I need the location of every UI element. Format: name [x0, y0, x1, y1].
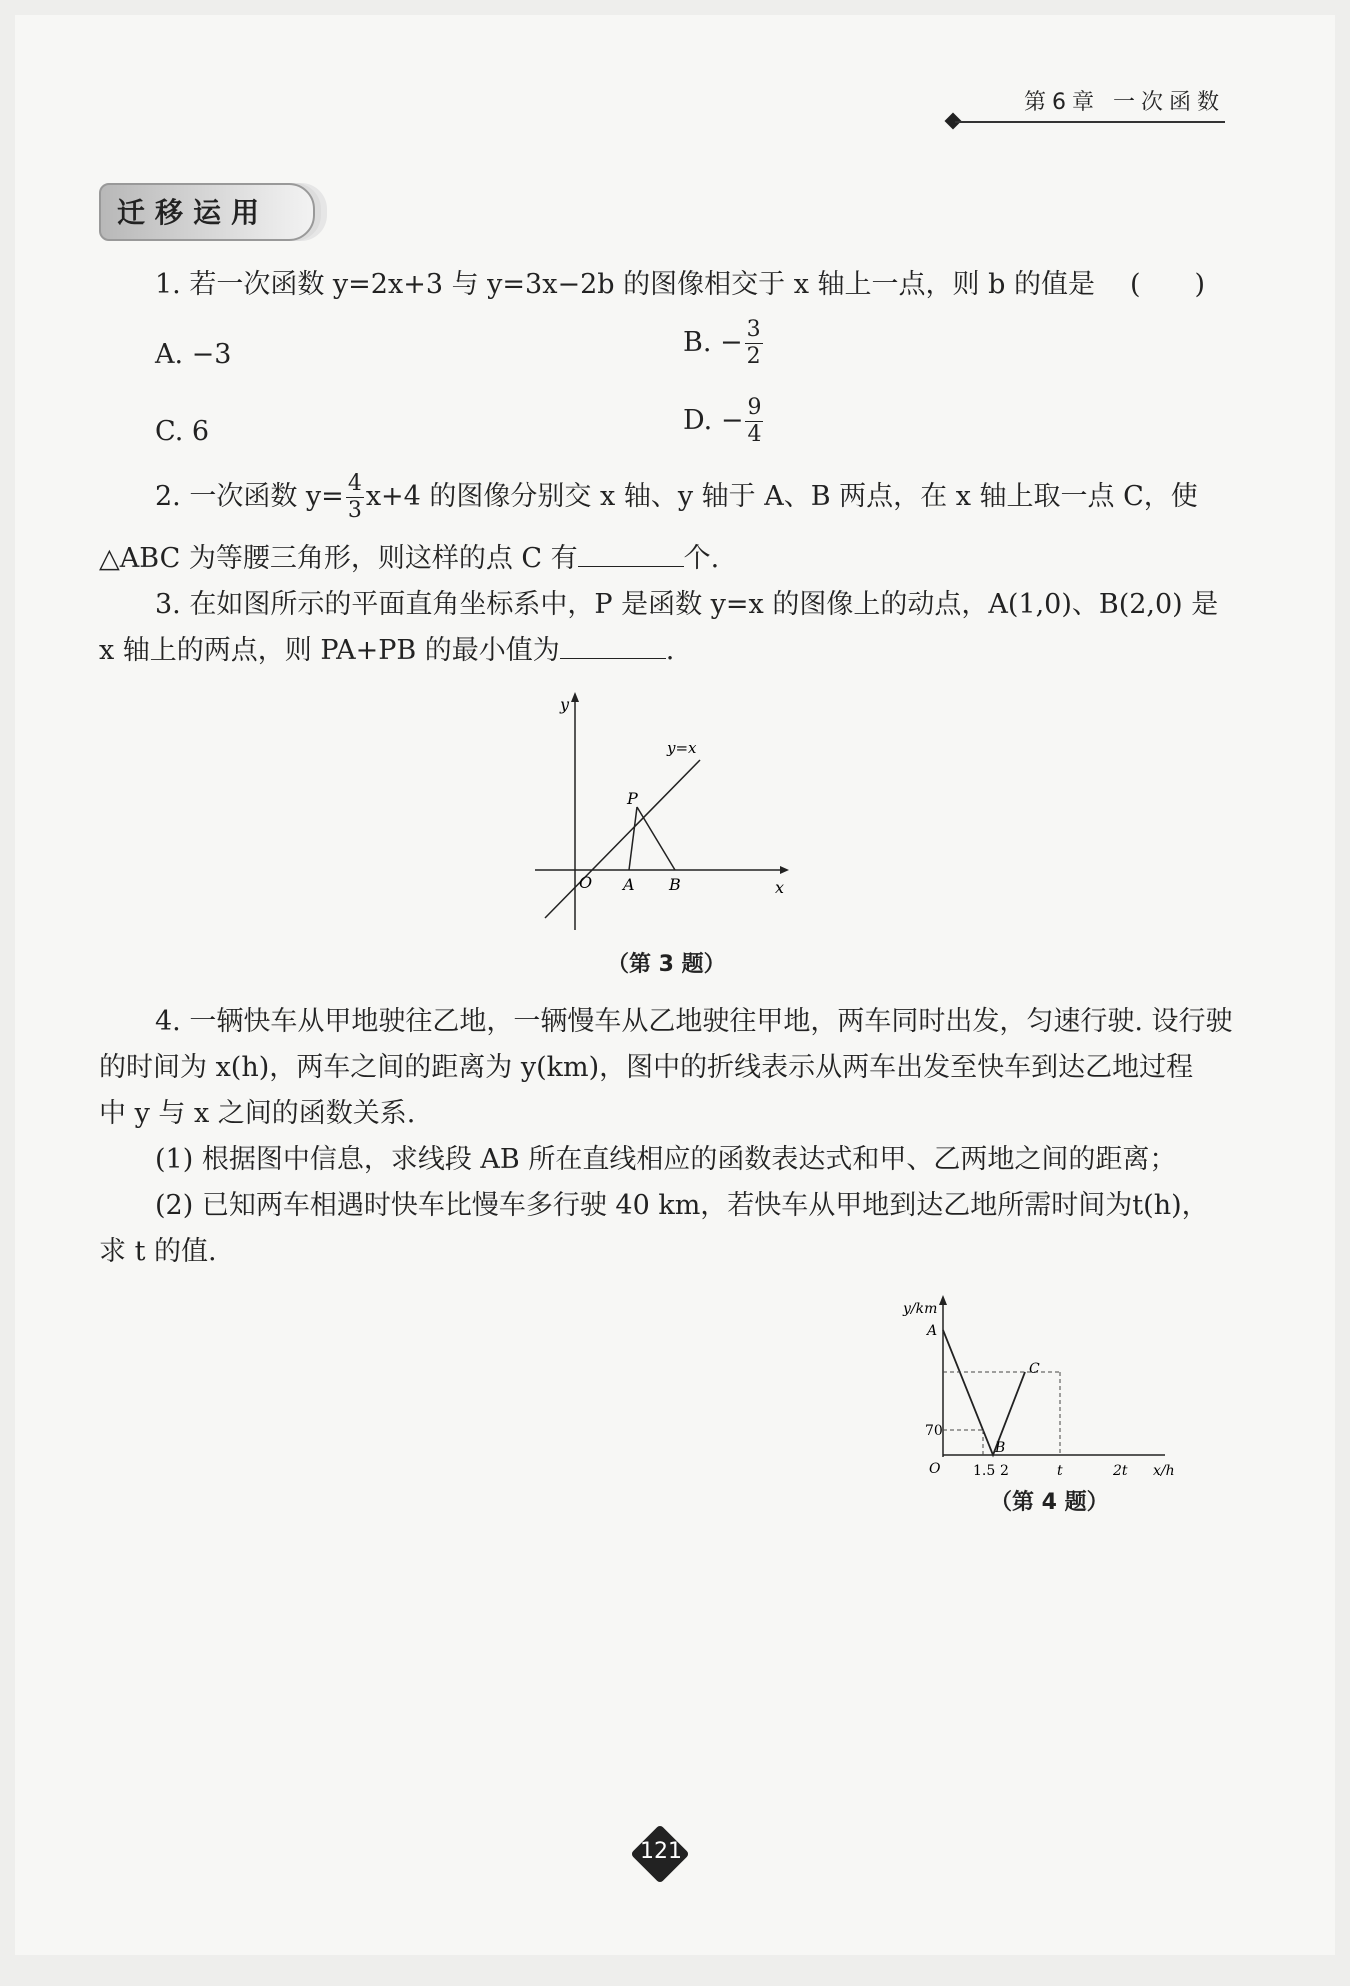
- q2-answer-blank: [578, 540, 684, 567]
- q3-line2-text: x 轴上的两点，则 PA+PB 的最小值为: [99, 635, 560, 666]
- q3-origin-label: O: [579, 873, 593, 892]
- q4-figure: [885, 1285, 1205, 1480]
- page-number-badge: [631, 1825, 691, 1885]
- header-rule: [955, 121, 1225, 123]
- q3-answer-blank: [560, 632, 666, 659]
- q4-tick-t: t: [1057, 1463, 1063, 1479]
- q4-point-c: C: [1029, 1361, 1040, 1377]
- q1-option-d-label: D. −: [683, 405, 744, 436]
- q1-option-a: A. −3: [155, 339, 232, 370]
- section-tag: [99, 183, 315, 241]
- q4-origin-label: O: [929, 1461, 941, 1477]
- q2-line2-text: △ABC 为等腰三角形，则这样的点 C 有: [99, 543, 578, 574]
- q3-segment-pb: [637, 807, 675, 870]
- q1-stem: 1. 若一次函数 y=2x+3 与 y=3x−2b 的图像相交于 x 轴上一点，则 b 的值是: [155, 269, 1095, 300]
- q3-figure: [535, 680, 795, 940]
- q4-point-a: A: [927, 1323, 938, 1339]
- textbook-page: [15, 15, 1335, 1955]
- q3-segment-pa: [629, 807, 637, 870]
- q4-tick-1-5: 1.5: [973, 1463, 996, 1479]
- q1-option-b-label: B. −: [683, 327, 743, 358]
- q1-option-d: [683, 395, 765, 448]
- q3-line1: 3. 在如图所示的平面直角坐标系中，P 是函数 y=x 的图像上的动点，A(1,0)、B(2,0) 是: [155, 589, 1219, 620]
- q3-y-label: y: [560, 695, 570, 714]
- q4-line2: 的时间为 x(h)，两车之间的距离为 y(km)，图中的折线表示从两车出发至快车到达乙地过程: [99, 1052, 1194, 1083]
- chapter-title: 第6章 一次函数: [1024, 90, 1225, 115]
- q4-part2: (2) 已知两车相遇时快车比慢车多行驶 40 km，若快车从甲地到达乙地所需时间为t(h)，: [155, 1190, 1209, 1221]
- q4-point-b: B: [995, 1440, 1006, 1456]
- q4-x-label: x/h: [1153, 1463, 1175, 1479]
- q3-point-a: A: [623, 875, 635, 894]
- q3-point-b: B: [669, 875, 681, 894]
- q4-y-arrow-icon: [939, 1295, 947, 1305]
- q1-option-b-fraction: [745, 317, 763, 370]
- q2-line1: [155, 471, 1198, 524]
- q3-line-label: y=x: [667, 739, 697, 757]
- q4-part2b: 求 t 的值.: [99, 1236, 217, 1267]
- q4-tick-2: 2: [1000, 1463, 1009, 1479]
- q2-post: x+4 的图像分别交 x 轴、y 轴于 A、B 两点，在 x 轴上取一点 C，使: [365, 481, 1198, 512]
- q3-line-y-eq-x: [545, 760, 700, 918]
- q4-part1: (1) 根据图中信息，求线段 AB 所在直线相应的函数表达式和甲、乙两地之间的距离；: [155, 1144, 1177, 1175]
- q3-line2: [99, 629, 674, 673]
- page-number: 121: [640, 1839, 682, 1864]
- q1-option-b: [683, 317, 765, 370]
- q4-tick-70: 70: [925, 1423, 943, 1439]
- q4-line1: 4. 一辆快车从甲地驶往乙地，一辆慢车从乙地驶往甲地，两车同时出发，匀速行驶. 设行驶: [155, 1006, 1233, 1037]
- q1-answer-paren: ( ): [1130, 269, 1206, 300]
- q1-option-d-num: 9: [747, 395, 762, 420]
- q2-num: 4: [347, 471, 362, 496]
- chapter-header: [955, 85, 1225, 135]
- q2-pre: 2. 一次函数 y=: [155, 481, 344, 512]
- q3-caption: （第 3 题）: [607, 952, 726, 977]
- q4-polyline-abc: [943, 1330, 1025, 1455]
- q3-x-arrow-icon: [780, 866, 789, 874]
- q1-option-d-den: 4: [747, 422, 762, 447]
- q3-line2-end: .: [665, 635, 675, 666]
- q4-caption: （第 4 题）: [990, 1490, 1109, 1515]
- q2-fraction: [346, 471, 364, 524]
- q1-option-b-num: 3: [746, 317, 761, 342]
- q1-option-d-fraction: [745, 395, 763, 448]
- q3-x-label: x: [775, 878, 785, 897]
- section-title: 迁移运用: [117, 196, 270, 229]
- q1-option-b-den: 2: [746, 344, 761, 369]
- q2-line2-end: 个.: [683, 543, 720, 574]
- q3-point-p: P: [627, 789, 638, 808]
- q2-line2: [99, 537, 719, 581]
- q4-line3: 中 y 与 x 之间的函数关系.: [99, 1098, 416, 1129]
- q3-y-arrow-icon: [571, 692, 579, 702]
- q1-option-c: C. 6: [155, 416, 210, 447]
- q4-y-label: y/km: [903, 1301, 938, 1317]
- q2-den: 3: [347, 498, 362, 523]
- q4-tick-2t: 2t: [1113, 1463, 1128, 1479]
